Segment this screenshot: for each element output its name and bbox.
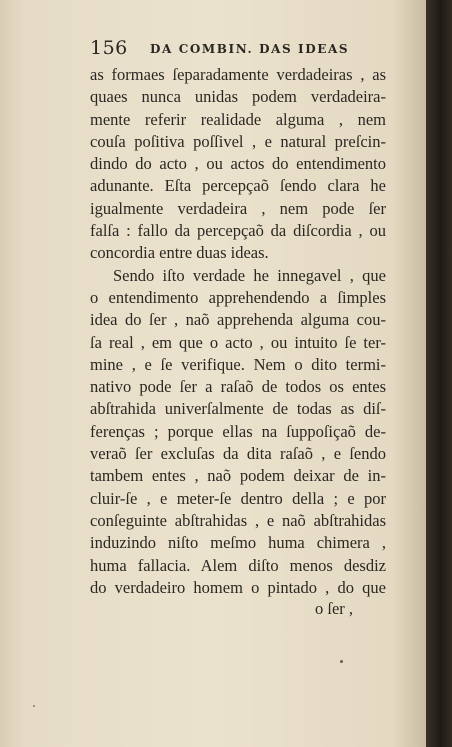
text-line: abſtrahida univerſalmente de todas as diſ- [90, 399, 386, 419]
text-line: ferenças ; porque ellas na ſuppoſiçaõ de- [90, 421, 386, 441]
body-text [90, 64, 386, 599]
text-line: nativo pode ſer a raſaõ de todos os entes [90, 377, 386, 397]
text-line: mine , e ſe verifique. Nem o dito termi- [90, 354, 386, 374]
page-header [90, 37, 380, 61]
text-line: dindo do acto , ou actos do entendimento [90, 154, 386, 174]
text-line: conſeguinte abſtrahidas , e naõ abſtrahidas [90, 510, 386, 530]
text-line: tambem entes , naõ podem deixar de in- [90, 466, 386, 486]
text-line: cluir-ſe , e meter-ſe dentro della ; e por [90, 488, 386, 508]
text-line: as formaes ſeparadamente verdadeiras , as [90, 65, 386, 84]
catchword: o ſer , [315, 599, 354, 618]
text-line: veraõ ſer excluſas da dita raſaõ , e ſendo [90, 444, 386, 464]
book-gutter [426, 0, 452, 747]
paper-speck [340, 660, 343, 663]
text-line: idea do ſer , naõ apprehenda alguma cou- [90, 310, 386, 330]
text-line: falſa : fallo da percepçaõ da diſcordia , ou [90, 221, 386, 241]
page-number: 156 [90, 37, 128, 59]
text-line: do verdadeiro homem o pintado , do que [90, 577, 386, 597]
text-line: quaes nunca unidas podem verdadeira- [90, 87, 386, 107]
paragraph-start-line: Sendo iſto verdade he innegavel , que [113, 265, 386, 285]
text-line: huma fallacia. Alem diſto menos desdiz [90, 555, 386, 575]
text-line: ſa real , em que o acto , ou intuito ſe ter- [90, 332, 386, 352]
text-line: igualmente verdadeira , nem pode ſer [90, 198, 386, 218]
text-line: adunante. Eſta percepçaõ ſendo clara he [90, 176, 386, 196]
running-head: DA COMBIN. DAS IDEAS [150, 42, 350, 56]
text-line: concordia entre duas ideas. [90, 243, 269, 263]
text-line: mente referir realidade alguma , nem [90, 109, 386, 129]
text-line: induzindo niſto meſmo huma chimera , [90, 533, 386, 553]
text-line: couſa poſitiva poſſivel , e natural preſcin- [90, 131, 386, 151]
text-line: o entendimento apprehendendo a ſimples [90, 287, 386, 307]
paper-speck [33, 705, 35, 707]
